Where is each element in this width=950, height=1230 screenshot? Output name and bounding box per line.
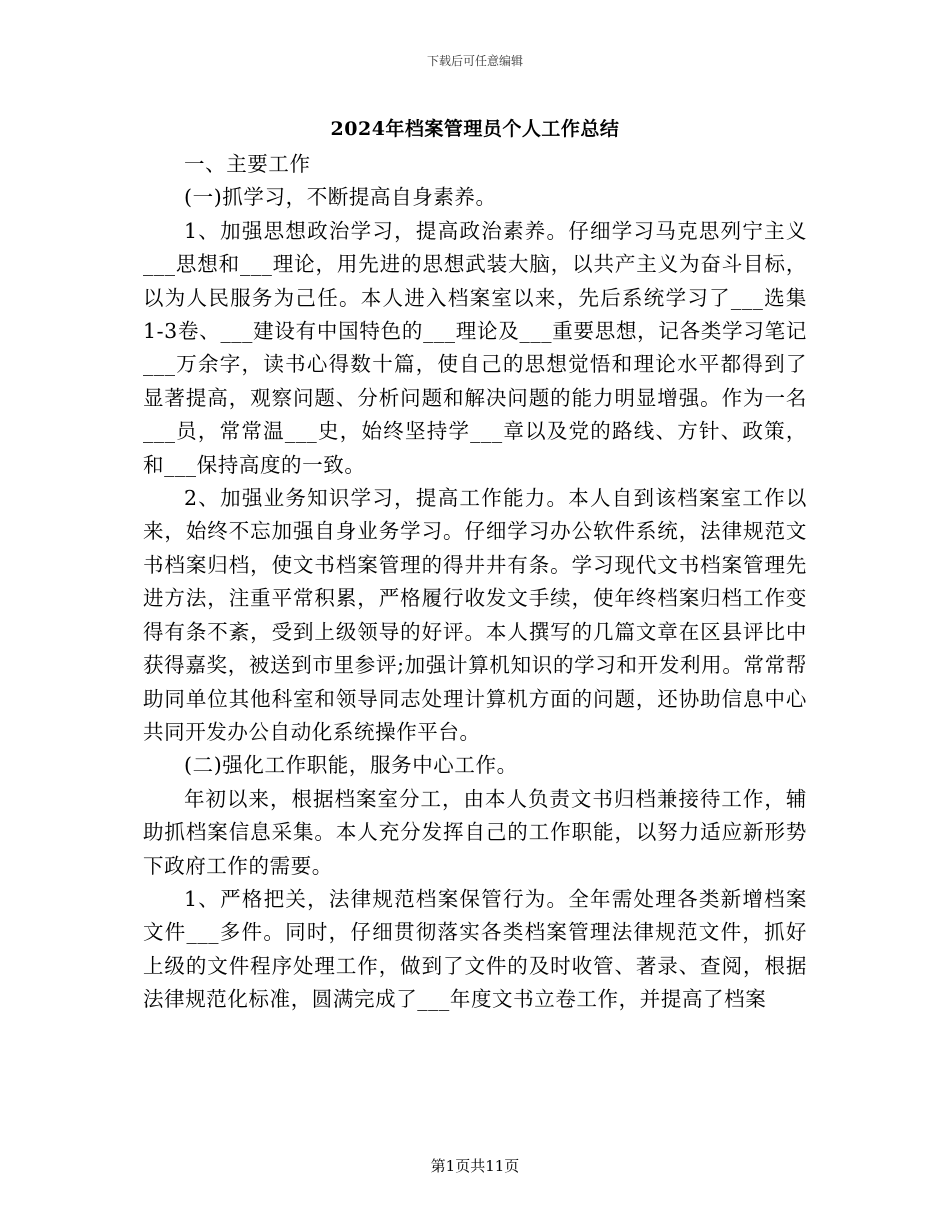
subsection-heading: (一)抓学习，不断提高自身素养。 bbox=[184, 185, 497, 210]
section-heading: 一、主要工作 bbox=[184, 152, 311, 176]
page-footer: 第1页共11页 bbox=[430, 1157, 520, 1175]
document-body bbox=[143, 148, 807, 1017]
body-paragraph: 1、严格把关，法律规范档案保管行为。全年需处理各类新增档案文件___多件。同时，仔细贯彻落实各类档案管理法律规范文件，抓好上级的文件程序处理工作，做到了文件的及时收管、著录、查阅，根据法律规范化标准，圆满完成了___年度文书立卷工作，并提高了档案 bbox=[143, 886, 807, 1012]
subsection-heading: (二)强化工作职能，服务中心工作。 bbox=[184, 753, 518, 778]
document-title: 2024年档案管理员个人工作总结 bbox=[330, 118, 620, 140]
body-paragraph: 1、加强思想政治学习，提高政治素养。仔细学习马克思列宁主义___思想和___理论，用先进的思想武装大脑，以共产主义为奋斗目标，以为人民服务为己任。本人进入档案室以来，先后系统学习了___选集1-3卷、___建设有中国特色的___理论及___重要思想，记各类学习笔记___万余字，读书心得数十篇，使自己的思想觉悟和理论水平都得到了显著提高，观察问题、分析问题和解决问题的能力明显增强。作为一名___员，常常温___史，始终坚持学___章以及党的路线、方针、政策，和___保持高度的一致。 bbox=[143, 218, 807, 477]
body-paragraph: 2、加强业务知识学习，提高工作能力。本人自到该档案室工作以来，始终不忘加强自身业务学习。仔细学习办公软件系统，法律规范文书档案归档，使文书档案管理的得井井有条。学习现代文书档案管理先进方法，注重平常积累，严格履行收发文手续，使年终档案归档工作变得有条不紊，受到上级领导的好评。本人撰写的几篇文章在区县评比中获得嘉奖，被送到市里参评;加强计算机知识的学习和开发利用。常常帮助同单位其他科室和领导同志处理计算机方面的问题，还协助信息中心共同开发办公自动化系统操作平台。 bbox=[143, 486, 807, 744]
body-paragraph: 年初以来，根据档案室分工，由本人负责文书归档兼接待工作，辅助抓档案信息采集。本人充分发挥自己的工作职能，以努力适应新形势下政府工作的需要。 bbox=[143, 786, 807, 878]
header-note: 下载后可任意编辑 bbox=[426, 54, 523, 68]
